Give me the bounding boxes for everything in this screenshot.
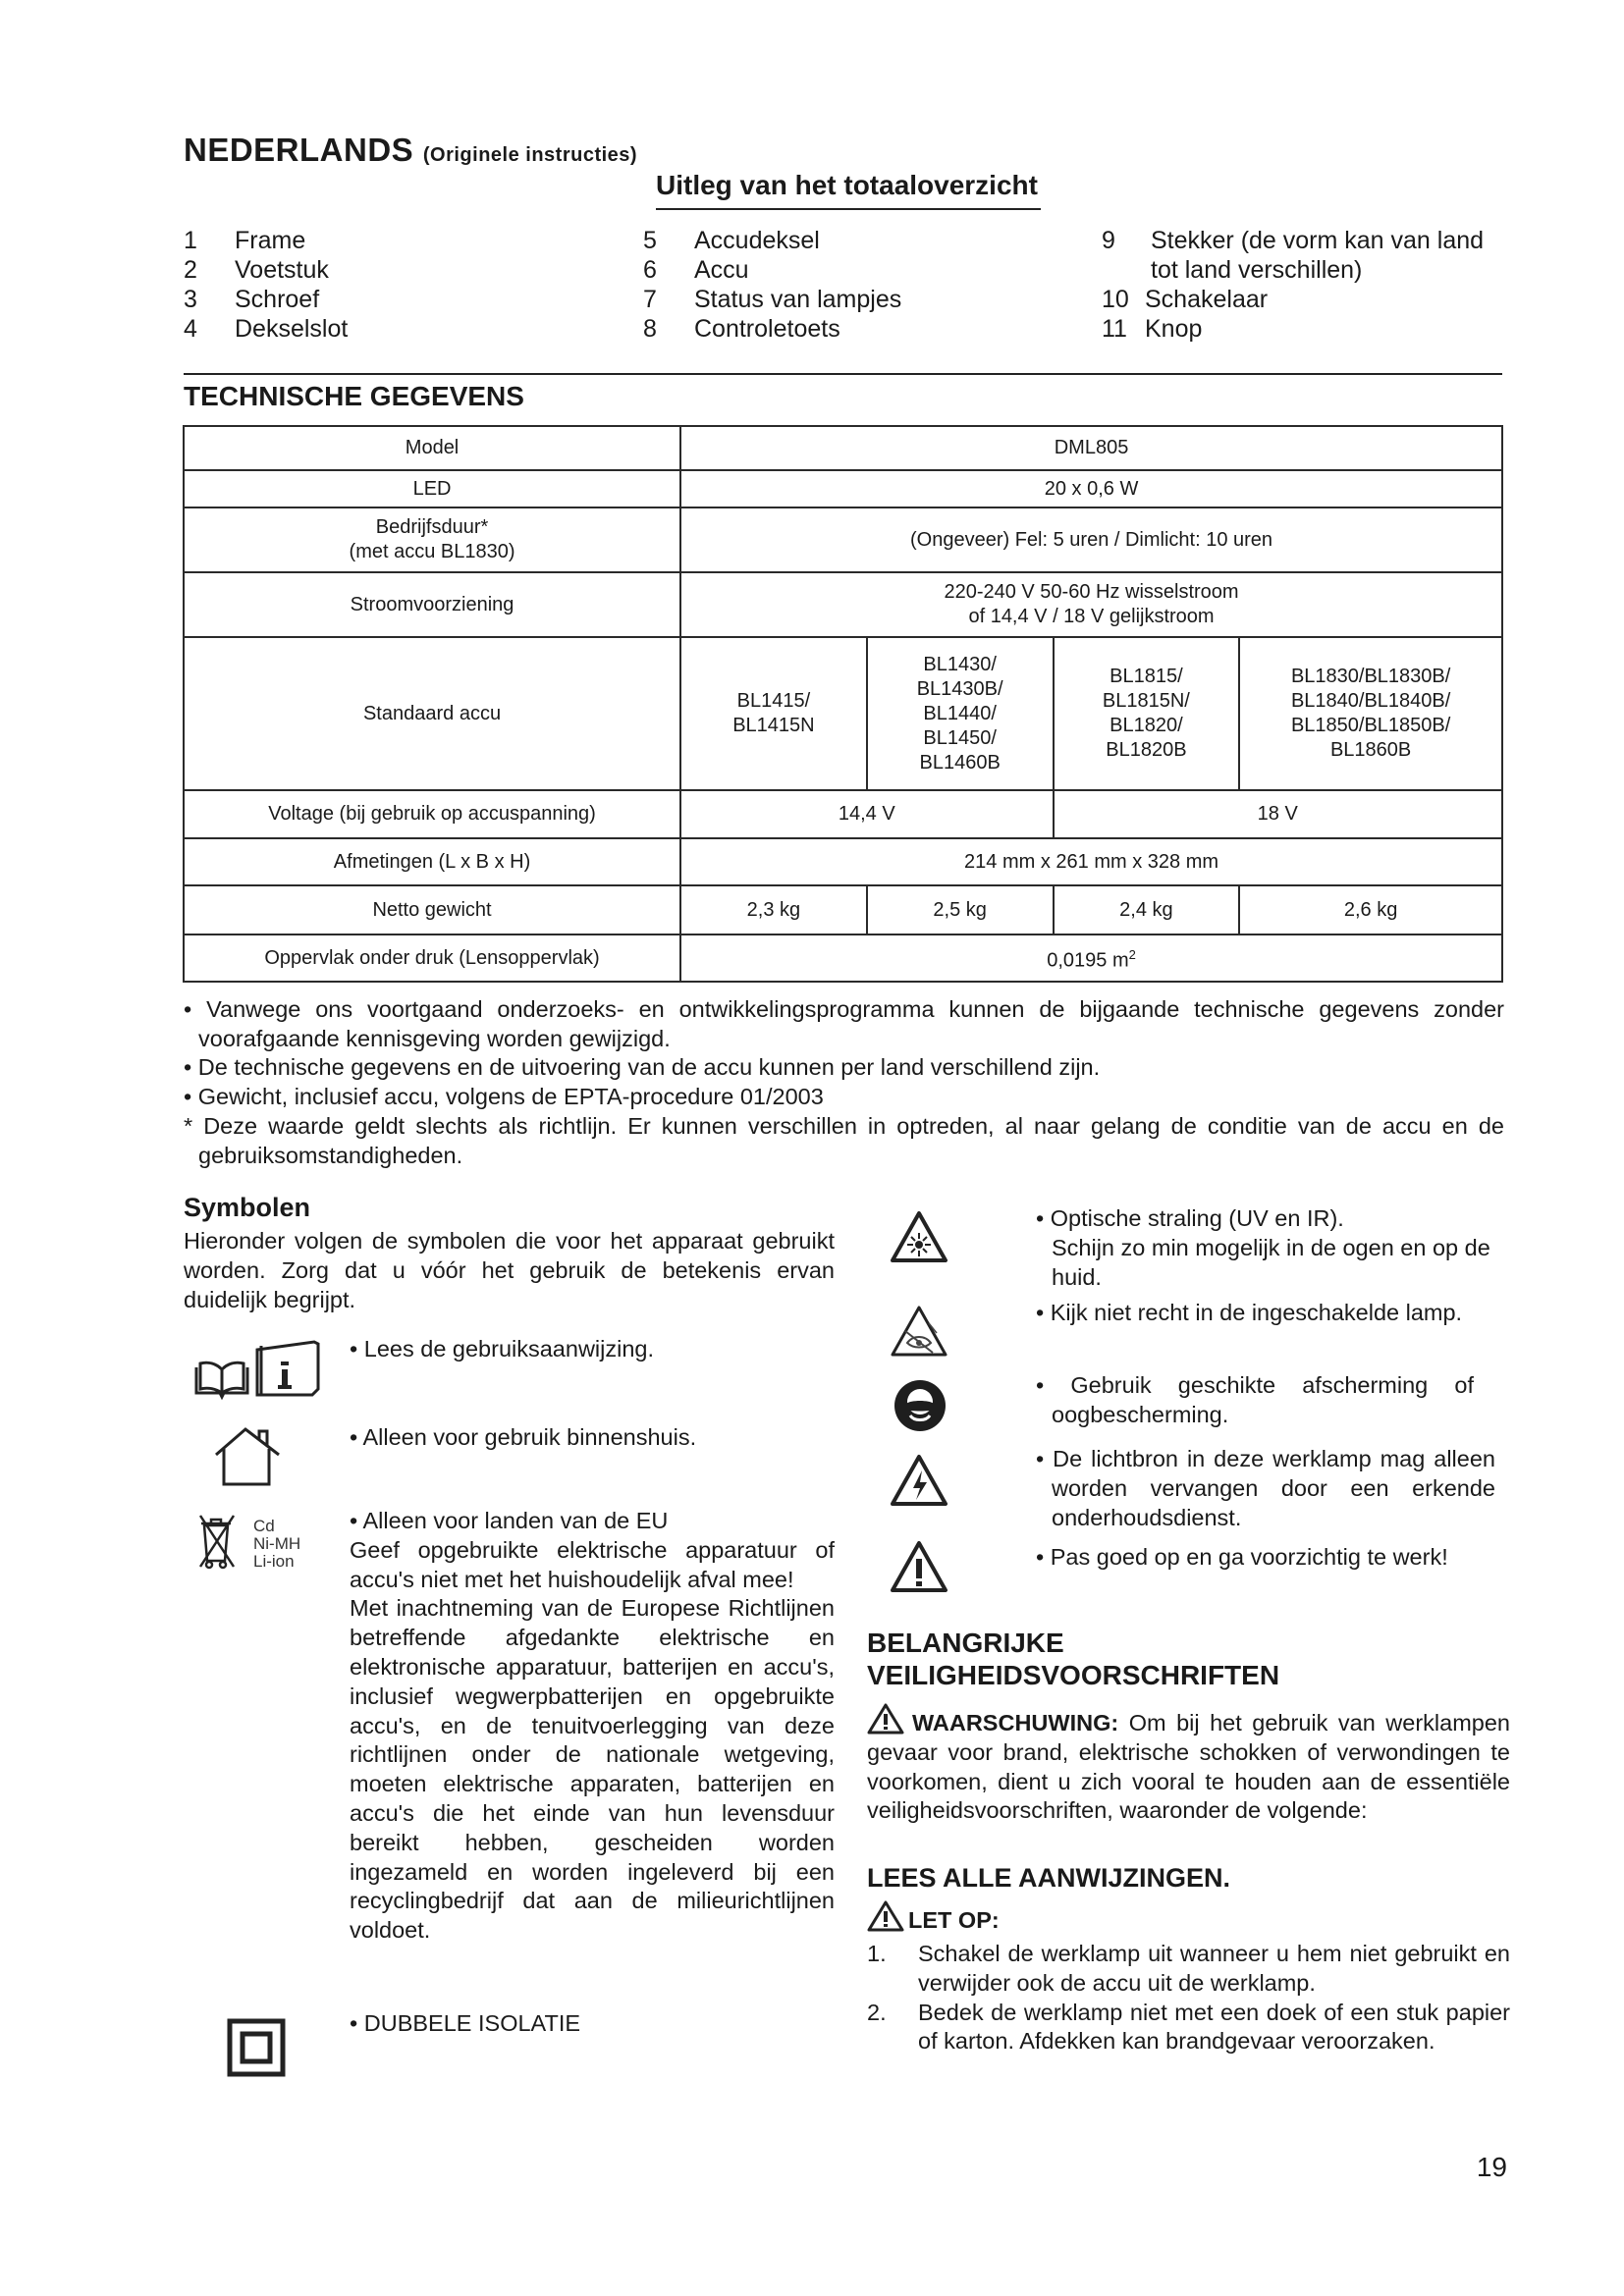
indoor-use-icon	[208, 1425, 287, 1488]
battery-group	[680, 637, 867, 790]
symbols-intro: Hieronder volgen de symbolen die voor het apparaat gebruikt worden. Zorg dat u vóór het gebruik de betekenis ervan duidelijk begrijpt.	[184, 1228, 835, 1312]
runtime-value: (Ongeveer) Fel: 5 uren / Dimlicht: 10 uren	[680, 507, 1502, 572]
battery-model: BL1460B	[919, 751, 1001, 774]
battery-model: BL1415/	[736, 690, 811, 712]
runtime-label-line: (met accu BL1830)	[349, 541, 515, 562]
part-item	[184, 255, 596, 285]
language-heading	[184, 132, 637, 169]
symbols-title: Symbolen	[184, 1193, 311, 1222]
part-number: 10	[1102, 286, 1129, 313]
table-row	[184, 426, 1502, 470]
part-label: Accu	[694, 256, 749, 284]
part-number: 1	[184, 227, 197, 254]
table-row	[184, 507, 1502, 572]
table-row	[184, 637, 1502, 790]
language-title: NEDERLANDS	[184, 132, 414, 168]
list-item-number: 2.	[867, 1999, 887, 2025]
list-item	[867, 1999, 1510, 2057]
note-item: • Vanwege ons voortgaand onderzoeks- en ontwikkelingsprogramma kunnen de bijgaande technische gegevens zonder voorafgaande kennisgeving worden gewijzigd.	[184, 996, 1504, 1051]
warning-text: Om bij het gebruik van werklampen gevaar voor brand, elektrische schokken of verwondingen te voorkomen, dient u zich vooral te houden aan de essentiële veiligheidsvoorschriften, waaronder de volgende:	[867, 1710, 1510, 1824]
eu-disposal-text: Geef opgebruikte elektrische apparatuur of accu's niet met het huishoudelijk afval mee!	[350, 1536, 835, 1592]
electric-hazard-icon	[890, 1453, 948, 1508]
part-number: 11	[1102, 315, 1127, 343]
caution-icon	[890, 1539, 948, 1594]
warning-label: WAARSCHUWING:	[912, 1710, 1119, 1735]
part-label: Dekselslot	[235, 315, 349, 343]
part-item	[643, 226, 1056, 255]
power-value-line: 220-240 V 50-60 Hz wisselstroom	[944, 581, 1239, 603]
battery-group	[867, 637, 1054, 790]
parts-column-3	[1102, 226, 1514, 344]
letop-heading	[867, 1900, 1000, 1934]
safety-title	[867, 1627, 1279, 1691]
part-label: Stekker (de vorm kan van land	[1151, 227, 1485, 254]
area-value	[680, 934, 1502, 982]
part-item	[184, 314, 596, 344]
part-number: 2	[184, 256, 197, 284]
part-number: 8	[643, 315, 657, 343]
power-value-line: of 14,4 V / 18 V gelijkstroom	[968, 606, 1215, 627]
light-source-text: • De lichtbron in deze werklamp mag alleen worden vervangen door een erkende onderhoudsdienst.	[1036, 1446, 1495, 1530]
battery-group	[1239, 637, 1502, 790]
table-row	[184, 790, 1502, 838]
battery-model: BL1820B	[1106, 739, 1187, 761]
battery-model: BL1840/BL1840B/	[1290, 690, 1451, 712]
crossed-bin-icon	[196, 1512, 236, 1575]
safety-title-line: VEILIGHEIDSVOORSCHRIFTEN	[867, 1660, 1280, 1690]
battery-model: BL1815N/	[1102, 690, 1190, 712]
part-label: Knop	[1145, 315, 1203, 343]
optical-radiation-detail: Schijn zo min mogelijk in de ogen en op de huid.	[1052, 1234, 1490, 1290]
parts-column-1	[184, 226, 596, 344]
eu-only-text: • Alleen voor landen van de EU	[350, 1508, 669, 1533]
specs-table	[183, 425, 1503, 983]
power-value	[680, 572, 1502, 637]
part-number: 4	[184, 315, 197, 343]
part-label: Status van lampjes	[694, 286, 902, 313]
double-insulation-text: • DUBBELE ISOLATIE	[350, 2010, 581, 2036]
led-value: 20 x 0,6 W	[680, 470, 1502, 507]
part-number: 5	[643, 227, 657, 254]
eye-protection-icon	[893, 1378, 947, 1433]
list-item-text: Bedek de werklamp niet met een doek of een stuk papier of karton. Afdekken kan brandgevaar veroorzaken.	[918, 1999, 1510, 2055]
list-item-text: Schakel de werklamp uit wanneer u hem niet gebruikt en verwijder ook de accu uit de werklamp.	[918, 1941, 1510, 1996]
warning-paragraph	[867, 1703, 1510, 1826]
section-divider	[184, 373, 1502, 375]
part-label: Voetstuk	[235, 256, 329, 284]
language-note: (Originele instructies)	[422, 144, 638, 166]
double-insulation-icon	[227, 2018, 286, 2077]
weight-label: Netto gewicht	[184, 885, 680, 934]
battery-label: Standaard accu	[184, 637, 680, 790]
part-item	[1102, 314, 1514, 344]
optical-radiation-text	[1036, 1204, 1507, 1292]
note-item: * Deze waarde geldt slechts als richtlijn. Er kunnen verschillen in optreden, al naar gelang de conditie van de accu en de gebruiksomstandigheden.	[184, 1112, 1504, 1168]
part-label: Controletoets	[694, 315, 840, 343]
note-item: • Gewicht, inclusief accu, volgens de EPTA-procedure 01/2003	[184, 1084, 824, 1110]
overview-title: Uitleg van het totaaloverzicht	[656, 170, 1038, 200]
battery-model: BL1430/	[923, 653, 997, 675]
read-manual-icon	[189, 1340, 326, 1401]
dimensions-label: Afmetingen (L x B x H)	[184, 838, 680, 885]
table-row	[184, 470, 1502, 507]
letop-warning-icon	[867, 1900, 904, 1932]
part-label: Schakelaar	[1145, 286, 1269, 313]
runtime-label-line: Bedrijfsduur*	[375, 516, 489, 538]
part-item	[643, 255, 1056, 285]
weight-value: 2,4 kg	[1054, 885, 1240, 934]
battery-group	[1054, 637, 1240, 790]
battery-codes	[253, 1518, 300, 1571]
dimensions-value: 214 mm x 261 mm x 328 mm	[680, 838, 1502, 885]
optical-radiation-icon	[890, 1209, 948, 1264]
optical-radiation-line: • Optische straling (UV en IR).	[1036, 1205, 1344, 1231]
page-number: 19	[1476, 2152, 1507, 2182]
table-row	[184, 838, 1502, 885]
led-label: LED	[184, 470, 680, 507]
voltage-18: 18 V	[1054, 790, 1502, 838]
caution-text: • Pas goed op en ga voorzichtig te werk!	[1036, 1544, 1448, 1570]
battery-model: BL1850/BL1850B/	[1290, 715, 1451, 736]
battery-model: BL1820/	[1110, 715, 1183, 736]
area-number: 0,0195 m	[1047, 949, 1129, 972]
eu-directive-text: Met inachtneming van de Europese Richtlijnen betreffende afgedankte elektrische en elektronische apparatuur, batterijen en accu's, inclusief wegwerpbatterijen en opgebruikte accu's, en de tenuitvoerlegging van deze richtlijnen onder de nationale wetgeving, moeten elektrische apparaten, batterijen en accu's die het einde van hun levensduur bereikt hebben, gescheiden worden ingezameld en worden ingeleverd bij een recyclingbedrijf dat aan de milieurichtlijnen voldoet.	[350, 1595, 835, 1944]
read-manual-text: • Lees de gebruiksaanwijzing.	[350, 1336, 654, 1362]
voltage-label: Voltage (bij gebruik op accuspanning)	[184, 790, 680, 838]
part-item	[184, 226, 596, 255]
battery-code-liion: Li-ion	[253, 1552, 295, 1571]
part-number: 6	[643, 256, 657, 284]
overview-underline	[656, 208, 1041, 210]
part-label: Accudeksel	[694, 227, 820, 254]
part-label: Schroef	[235, 286, 320, 313]
battery-model: BL1860B	[1329, 739, 1412, 761]
part-item	[1102, 285, 1514, 314]
part-label: Frame	[235, 227, 306, 254]
table-row	[184, 934, 1502, 982]
indoor-use-text: • Alleen voor gebruik binnenshuis.	[350, 1424, 697, 1450]
part-item	[184, 285, 596, 314]
part-item	[643, 285, 1056, 314]
read-all-heading: LEES ALLE AANWIJZINGEN.	[867, 1863, 1231, 1893]
battery-code-cd: Cd	[253, 1517, 275, 1535]
list-item	[867, 1940, 1510, 1999]
note-item: • De technische gegevens en de uitvoering van de accu kunnen per land verschillend zijn.	[184, 1054, 1101, 1081]
battery-code-nimh: Ni-MH	[253, 1534, 301, 1553]
weight-value: 2,6 kg	[1239, 885, 1502, 934]
safety-title-line: BELANGRIJKE	[867, 1628, 1064, 1658]
model-label: Model	[184, 426, 680, 470]
runtime-label	[184, 507, 680, 572]
weight-value: 2,3 kg	[680, 885, 867, 934]
table-row	[184, 885, 1502, 934]
no-stare-text: • Kijk niet recht in de ingeschakelde lamp.	[1036, 1300, 1463, 1325]
model-value: DML805	[680, 426, 1502, 470]
part-number: 3	[184, 286, 197, 313]
part-item	[643, 314, 1056, 344]
battery-model: BL1450/	[923, 726, 997, 749]
spec-notes	[184, 995, 1504, 1170]
part-number	[1102, 255, 1151, 285]
battery-model: BL1830/BL1830B/	[1290, 666, 1451, 687]
table-row	[184, 572, 1502, 637]
eu-disposal-block	[350, 1507, 835, 1946]
battery-model: BL1440/	[923, 702, 997, 724]
voltage-14: 14,4 V	[680, 790, 1053, 838]
battery-model: BL1430B/	[916, 677, 1003, 700]
part-label: tot land verschillen)	[1151, 256, 1363, 284]
battery-model: BL1415N	[732, 715, 815, 736]
safety-list	[867, 1940, 1510, 2056]
parts-column-2	[643, 226, 1056, 344]
weight-value: 2,5 kg	[867, 885, 1054, 934]
area-label: Oppervlak onder druk (Lensoppervlak)	[184, 934, 680, 982]
letop-label: LET OP:	[908, 1907, 1000, 1933]
specs-title: TECHNISCHE GEGEVENS	[184, 381, 524, 411]
warning-icon	[867, 1703, 904, 1735]
area-unit-superscript: 2	[1128, 947, 1136, 963]
list-item-number: 1.	[867, 1941, 887, 1966]
part-item	[1102, 255, 1514, 285]
no-stare-icon	[890, 1304, 948, 1359]
part-item	[1102, 226, 1514, 255]
part-number: 7	[643, 286, 657, 313]
part-number: 9	[1102, 227, 1115, 254]
eye-protection-text: • Gebruik geschikte afscherming of oogbescherming.	[1036, 1372, 1474, 1427]
power-label: Stroomvoorziening	[184, 572, 680, 637]
battery-model: BL1815/	[1110, 666, 1183, 687]
